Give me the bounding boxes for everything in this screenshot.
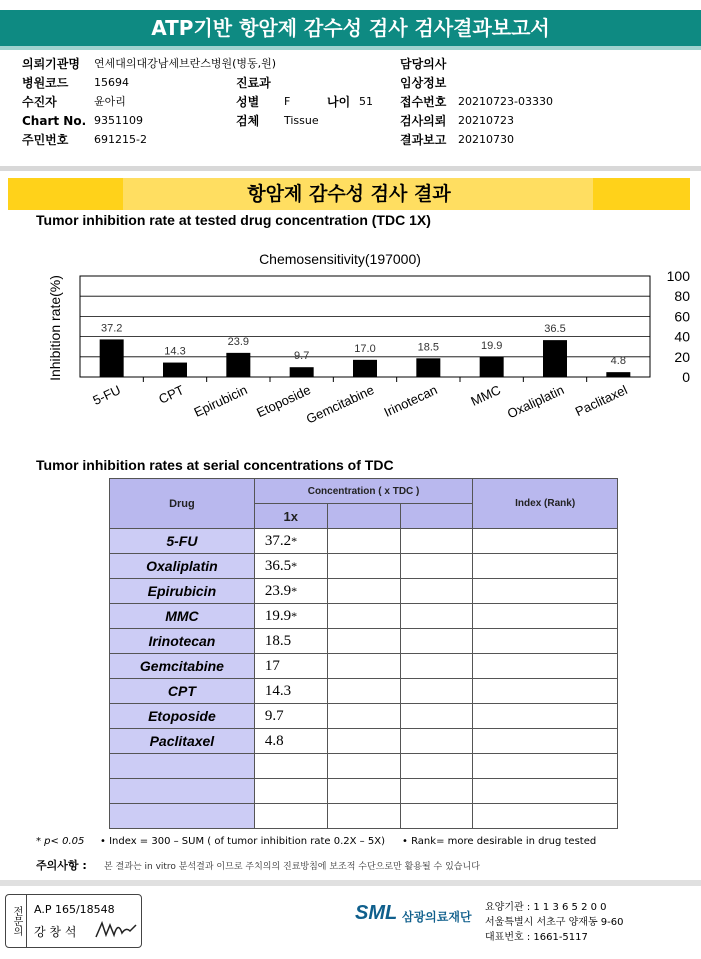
empty-cell bbox=[473, 754, 618, 779]
bar bbox=[290, 367, 314, 377]
empty-cell bbox=[327, 629, 400, 654]
table-row bbox=[110, 579, 618, 604]
data-label: 19.9 bbox=[480, 339, 503, 352]
footnote-index: • Index = 300 – SUM ( of tumor inhibition rate 0.2X – 5X) bbox=[100, 836, 385, 847]
x-tick-label: Epirubicin bbox=[191, 382, 250, 420]
value-cell bbox=[254, 729, 327, 754]
x-tick-label: Irinotecan bbox=[381, 382, 440, 420]
org-name: 삼광의료재단 bbox=[402, 910, 472, 924]
x-tick-label: Paclitaxel bbox=[572, 382, 630, 420]
empty-cell bbox=[400, 729, 473, 754]
value-cell bbox=[254, 679, 327, 704]
specimen-label: 검체 bbox=[236, 114, 260, 128]
inhibition-table bbox=[109, 478, 618, 829]
empty-drug-cell bbox=[110, 779, 255, 804]
table-row bbox=[110, 679, 618, 704]
value-text: 23.9 bbox=[264, 582, 292, 599]
index-cell bbox=[473, 579, 618, 604]
value-text: 14.3 bbox=[264, 682, 292, 699]
empty-drug-cell bbox=[110, 804, 255, 829]
org-code: 요양기관 : 1 1 3 6 5 2 0 0 bbox=[485, 902, 607, 913]
sex-value: F bbox=[284, 95, 291, 108]
empty-cell bbox=[327, 804, 400, 829]
y-tick-label: 60 bbox=[674, 308, 690, 325]
patient-info bbox=[22, 55, 701, 155]
empty-cell bbox=[327, 579, 400, 604]
empty-cell bbox=[400, 804, 473, 829]
empty-cell bbox=[254, 754, 327, 779]
result-title: 항암제 감수성 검사 결과 bbox=[247, 183, 451, 205]
value-text: 4.8 bbox=[264, 732, 284, 749]
caution-label: 주의사항 : bbox=[36, 859, 87, 872]
ssn-value: 691215-2 bbox=[94, 133, 147, 146]
x-tick-label: Oxaliplatin bbox=[504, 382, 567, 422]
x-tick-label: MMC bbox=[468, 382, 503, 409]
conc-col-3 bbox=[400, 504, 473, 529]
table-row bbox=[110, 554, 618, 579]
drug-cell: CPT bbox=[110, 679, 255, 704]
sex-label: 성별 bbox=[236, 95, 260, 109]
data-label: 18.5 bbox=[417, 341, 440, 354]
index-header: Index (Rank) bbox=[473, 479, 618, 529]
data-label: 9.7 bbox=[294, 350, 310, 363]
value-cell bbox=[254, 579, 327, 604]
empty-cell bbox=[327, 754, 400, 779]
empty-cell bbox=[254, 779, 327, 804]
empty-cell bbox=[254, 804, 327, 829]
y-tick-label: 40 bbox=[674, 328, 690, 345]
title-underline bbox=[0, 46, 701, 50]
empty-row bbox=[110, 804, 618, 829]
signature-stamp bbox=[5, 894, 142, 948]
empty-cell bbox=[400, 754, 473, 779]
physician-name: 강 창 석 bbox=[34, 925, 77, 939]
bar bbox=[543, 340, 567, 377]
empty-cell bbox=[400, 679, 473, 704]
empty-cell bbox=[400, 654, 473, 679]
value-cell bbox=[254, 629, 327, 654]
footnote-p-text: * p< 0.05 bbox=[36, 836, 85, 847]
significance-star: * bbox=[291, 558, 298, 573]
drug-cell: Irinotecan bbox=[110, 629, 255, 654]
empty-cell bbox=[400, 704, 473, 729]
footnote-rank: • Rank= more desirable in drug tested bbox=[402, 836, 597, 847]
table-row bbox=[110, 654, 618, 679]
request-label: 검사의뢰 bbox=[400, 114, 447, 128]
significance-star: * bbox=[291, 608, 298, 623]
bar bbox=[416, 358, 440, 377]
index-cell bbox=[473, 554, 618, 579]
accession-value: 20210723-03330 bbox=[458, 95, 553, 108]
data-label: 4.8 bbox=[610, 355, 626, 368]
table-row bbox=[110, 704, 618, 729]
data-label: 37.2 bbox=[100, 322, 123, 335]
bar bbox=[606, 372, 630, 377]
index-cell bbox=[473, 629, 618, 654]
x-tick-label: 5-FU bbox=[90, 382, 123, 408]
y-axis-label: Inhibition rate(%) bbox=[47, 275, 63, 381]
empty-cell bbox=[400, 579, 473, 604]
index-cell bbox=[473, 529, 618, 554]
drug-cell: 5-FU bbox=[110, 529, 255, 554]
data-label: 14.3 bbox=[164, 345, 186, 358]
y-tick-label: 80 bbox=[674, 288, 690, 305]
empty-row bbox=[110, 754, 618, 779]
empty-cell bbox=[327, 654, 400, 679]
significance-star: * bbox=[291, 533, 298, 548]
index-cell bbox=[473, 729, 618, 754]
value-text: 17 bbox=[264, 657, 280, 674]
institution-label: 의뢰기관명 bbox=[22, 57, 80, 71]
index-cell bbox=[473, 654, 618, 679]
bar bbox=[100, 339, 124, 377]
table-row bbox=[110, 529, 618, 554]
hospital-code-label: 병원코드 bbox=[22, 76, 69, 90]
clinical-label: 임상정보 bbox=[400, 76, 447, 90]
y-tick-label: 0 bbox=[682, 369, 690, 385]
specimen-value: Tissue bbox=[284, 114, 319, 127]
empty-cell bbox=[400, 779, 473, 804]
age-value: 51 bbox=[359, 95, 373, 108]
report-label: 결과보고 bbox=[400, 133, 447, 147]
section2-title: Tumor inhibition rates at serial concentrations of TDC bbox=[36, 457, 394, 473]
specialist-label: 전문의 bbox=[6, 895, 27, 947]
chart-title: Chemosensitivity(197000) bbox=[259, 251, 421, 267]
bar bbox=[480, 357, 504, 377]
empty-cell bbox=[327, 704, 400, 729]
value-cell bbox=[254, 604, 327, 629]
drug-cell: Paclitaxel bbox=[110, 729, 255, 754]
divider bbox=[0, 166, 701, 171]
collector-value: 윤아리 bbox=[94, 95, 126, 108]
age-label: 나이 bbox=[327, 95, 351, 109]
empty-cell bbox=[327, 729, 400, 754]
section1-title: Tumor inhibition rate at tested drug concentration (TDC 1X) bbox=[36, 212, 431, 228]
report-value: 20210730 bbox=[458, 133, 514, 146]
org-info bbox=[485, 900, 624, 945]
empty-cell bbox=[327, 604, 400, 629]
table-row bbox=[110, 629, 618, 654]
table-row bbox=[110, 729, 618, 754]
accession-label: 접수번호 bbox=[400, 95, 447, 109]
footnote-p bbox=[36, 836, 84, 847]
table-row bbox=[110, 604, 618, 629]
y-tick-label: 100 bbox=[666, 268, 690, 284]
empty-drug-cell bbox=[110, 754, 255, 779]
value-text: 9.7 bbox=[264, 707, 284, 724]
empty-cell bbox=[400, 554, 473, 579]
value-text: 37.2 bbox=[264, 532, 292, 549]
institution-value: 연세대의대강남세브란스병원(병동,원) bbox=[94, 57, 277, 70]
report-title: ATP기반 항암제 감수성 검사 검사결과보고서 bbox=[0, 10, 701, 46]
data-label: 23.9 bbox=[227, 335, 250, 348]
doctor-label: 담당의사 bbox=[400, 57, 447, 71]
value-cell bbox=[254, 654, 327, 679]
empty-cell bbox=[327, 779, 400, 804]
conc-col-1x: 1x bbox=[254, 504, 327, 529]
signature-scribble bbox=[94, 917, 138, 943]
hospital-code-value: 15694 bbox=[94, 76, 129, 89]
data-label: 36.5 bbox=[544, 323, 566, 336]
value-text: 36.5 bbox=[264, 557, 292, 574]
value-cell bbox=[254, 704, 327, 729]
value-text: 18.5 bbox=[264, 632, 292, 649]
bar bbox=[353, 360, 377, 377]
drug-header: Drug bbox=[110, 479, 255, 529]
request-value: 20210723 bbox=[458, 114, 514, 127]
significance-star: * bbox=[291, 583, 298, 598]
empty-cell bbox=[400, 529, 473, 554]
empty-cell bbox=[327, 679, 400, 704]
chemosensitivity-chart bbox=[40, 240, 700, 450]
bottom-divider bbox=[0, 880, 701, 886]
value-cell bbox=[254, 529, 327, 554]
empty-cell bbox=[400, 629, 473, 654]
empty-cell bbox=[327, 529, 400, 554]
conc-col-2 bbox=[327, 504, 400, 529]
chart-value: 9351109 bbox=[94, 114, 143, 127]
drug-cell: Oxaliplatin bbox=[110, 554, 255, 579]
empty-cell bbox=[400, 604, 473, 629]
chart-label: Chart No. bbox=[22, 114, 87, 128]
empty-row bbox=[110, 779, 618, 804]
empty-cell bbox=[473, 804, 618, 829]
ap-number: A.P 165/18548 bbox=[34, 903, 115, 916]
data-label: 17.0 bbox=[354, 342, 376, 355]
drug-cell: Epirubicin bbox=[110, 579, 255, 604]
x-tick-label: CPT bbox=[156, 382, 187, 407]
x-tick-label: Gemcitabine bbox=[303, 382, 377, 427]
org-address: 서울특별시 서초구 양재동 9-60 bbox=[485, 917, 624, 928]
y-tick-label: 20 bbox=[674, 348, 690, 365]
value-text: 19.9 bbox=[264, 607, 292, 624]
concentration-header: Concentration ( x TDC ) bbox=[254, 479, 473, 504]
sml-logo: SML bbox=[355, 902, 398, 924]
empty-cell bbox=[473, 779, 618, 804]
bar bbox=[226, 353, 250, 377]
dept-label: 진료과 bbox=[236, 76, 271, 90]
collector-label: 수진자 bbox=[22, 95, 57, 109]
index-cell bbox=[473, 679, 618, 704]
ssn-label: 주민번호 bbox=[22, 133, 69, 147]
index-cell bbox=[473, 604, 618, 629]
drug-cell: Etoposide bbox=[110, 704, 255, 729]
drug-cell: Gemcitabine bbox=[110, 654, 255, 679]
index-cell bbox=[473, 704, 618, 729]
empty-cell bbox=[327, 554, 400, 579]
org-phone: 대표번호 : 1661-5117 bbox=[485, 932, 588, 943]
caution-text: 본 결과는 in vitro 분석결과 이므로 주치의의 진료방침에 보조적 수단으로만 활용될 수 있습니다 bbox=[104, 862, 480, 872]
drug-cell: MMC bbox=[110, 604, 255, 629]
bar bbox=[163, 363, 187, 377]
value-cell bbox=[254, 554, 327, 579]
x-tick-label: Etoposide bbox=[254, 382, 313, 421]
